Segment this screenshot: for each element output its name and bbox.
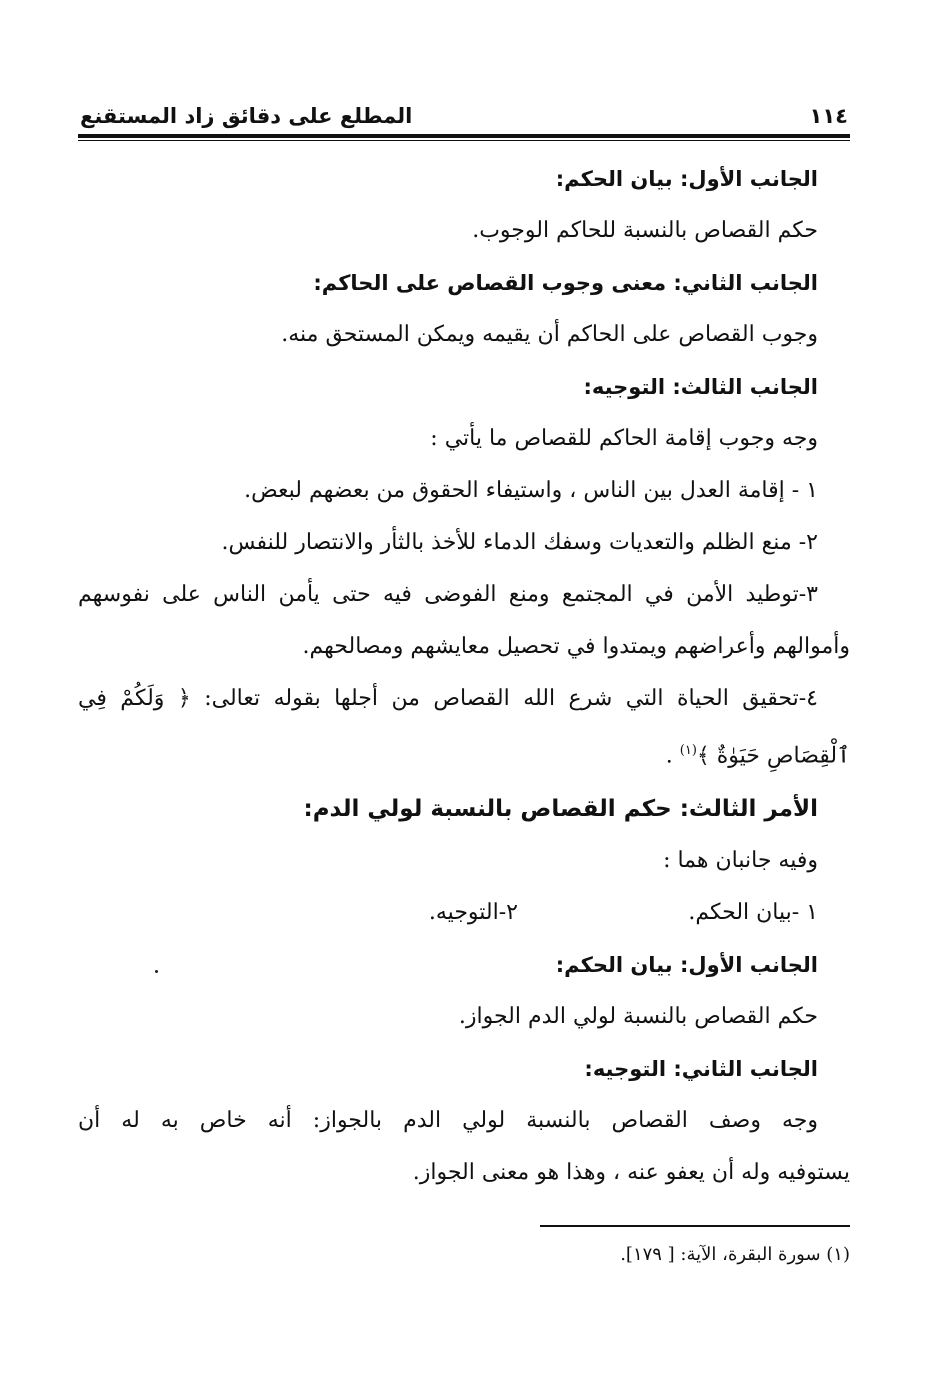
aspects-row [78, 887, 850, 939]
print-speck [155, 970, 158, 973]
running-header [78, 88, 850, 128]
quran-quote: ٱلْقِصَاصِ حَيَوٰةٌ ﴾ [696, 743, 850, 769]
section-heading-rationale: الجانب الثالث: التوجيه: [583, 375, 818, 399]
footnote-text: (١) سورة البقرة، الآية: [ ١٧٩]. [620, 1244, 850, 1265]
paragraph-rationale-2-line2: يستوفيه وله أن يعفو عنه ، وهذا هو معنى الجواز. [412, 1160, 850, 1185]
paragraph-rationale-2-line1: وجه وصف القصاص بالنسبة لولي الدم بالجواز: أنه خاص به له أن [78, 1108, 818, 1133]
major-heading-blood-guardian: الأمر الثالث: حكم القصاص بالنسبة لولي الدم: [303, 796, 818, 822]
list-item-2: ٢- منع الظلم والتعديات وسفك الدماء للأخذ بالثأر والانتصار للنفس. [221, 530, 818, 555]
header-rule-thick [78, 134, 850, 138]
page-body [78, 153, 850, 1199]
book-page [78, 88, 850, 1199]
footnote-separator [540, 1225, 850, 1227]
list-item-1: ١ - إقامة العدل بين الناس ، واستيفاء الحقوق من بعضهم لبعض. [244, 478, 818, 503]
line-end-period: . [665, 743, 680, 769]
section-heading-ruling: الجانب الأول: بيان الحكم: [555, 167, 818, 191]
section-heading-ruling-2: الجانب الأول: بيان الحكم: [555, 953, 818, 977]
paragraph-meaning: وجوب القصاص على الحاكم أن يقيمه ويمكن المستحق منه. [281, 322, 818, 347]
list-item-3-line1: ٣-توطيد الأمن في المجتمع ومنع الفوضى فيه حتى يأمن الناس على نفوسهم [78, 582, 818, 607]
paragraph-ruling-2: حكم القصاص بالنسبة لولي الدم الجواز. [458, 1004, 818, 1029]
page-number: ١١٤ [809, 104, 848, 128]
book-title: المطلع على دقائق زاد المستقنع [80, 104, 413, 128]
paragraph-aspects-intro: وفيه جانبان هما : [663, 848, 818, 873]
footnote-ref[interactable]: (١) [679, 743, 697, 758]
paragraph-ruling: حكم القصاص بالنسبة للحاكم الوجوب. [472, 218, 818, 243]
list-item-4-line2 [78, 725, 850, 777]
section-heading-meaning: الجانب الثاني: معنى وجوب القصاص على الحاكم: [313, 271, 818, 295]
header-rule-thin [78, 140, 850, 141]
list-item-3-line2: وأموالهم وأعراضهم ويمتدوا في تحصيل معايشهم ومصالحهم. [302, 634, 850, 659]
list-item-4-line1: ٤-تحقيق الحياة التي شرع الله القصاص من أجلها بقوله تعالى: ﴿ وَلَكُمْ فِي [78, 686, 818, 711]
paragraph-rationale-intro: وجه وجوب إقامة الحاكم للقصاص ما يأتي : [430, 426, 818, 451]
section-heading-rationale-2: الجانب الثاني: التوجيه: [584, 1057, 818, 1081]
aspect-1: ١ -بيان الحكم. [688, 900, 818, 925]
aspect-2: ٢-التوجيه. [428, 900, 518, 925]
